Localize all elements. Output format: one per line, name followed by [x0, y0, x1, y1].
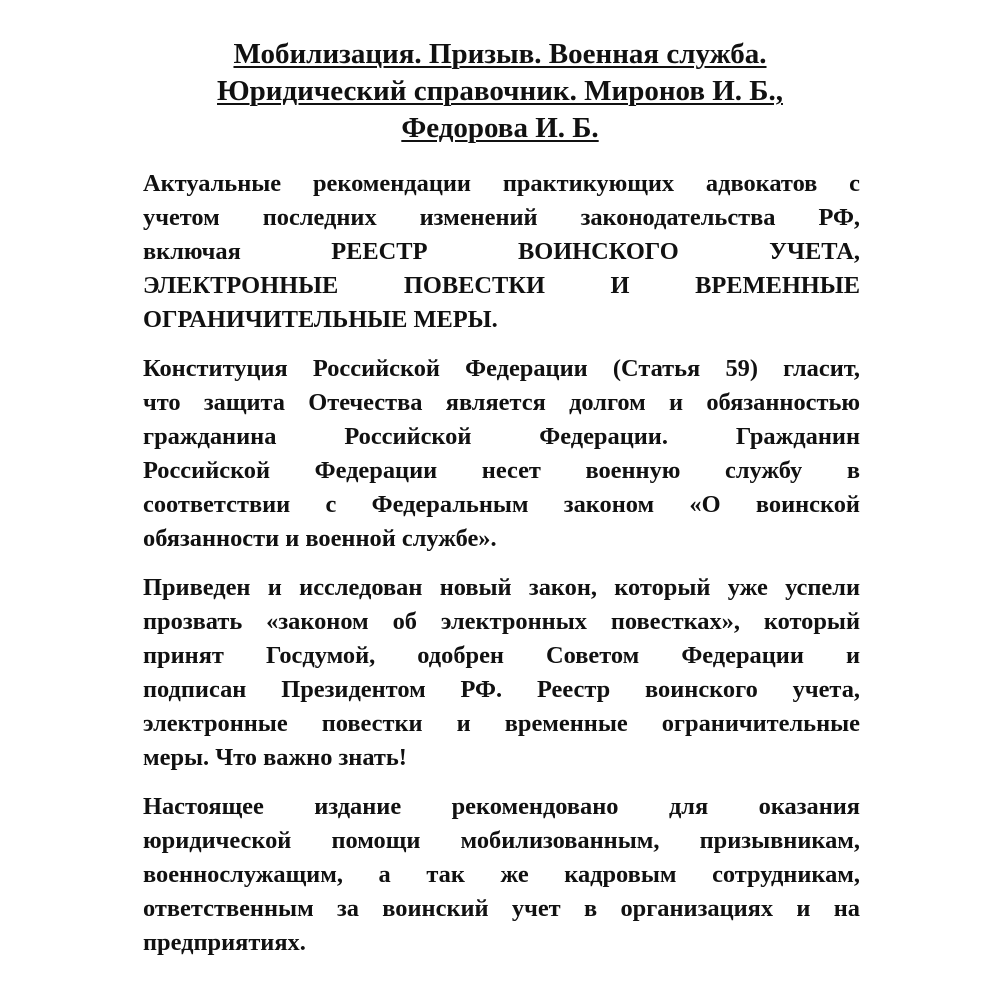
title-line: Федорова И. Б.: [401, 112, 599, 144]
text-line: прозвать «законом об электронных повестках», который: [143, 608, 860, 635]
text-line: Приведен и исследован новый закон, который уже успели: [143, 574, 860, 601]
text-line: ответственным за воинский учет в организациях и на: [143, 895, 860, 922]
text-line: включая РЕЕСТР ВОИНСКОГО УЧЕТА,: [143, 238, 860, 265]
text-line: предприятиях.: [143, 929, 306, 956]
text-line: гражданина Российской Федерации. Гражданин: [143, 423, 860, 450]
paragraph-audience: [143, 790, 860, 960]
text-line: Настоящее издание рекомендовано для оказания: [143, 793, 860, 820]
text-line: электронные повестки и временные ограничительные: [143, 710, 860, 737]
text-line: Актуальные рекомендации практикующих адвокатов с: [143, 170, 860, 197]
paragraph-new-law: [143, 571, 860, 775]
title-line: Юридический справочник. Миронов И. Б.,: [217, 75, 783, 107]
text-line: учетом последних изменений законодательства РФ,: [143, 204, 860, 231]
text-line: что защита Отечества является долгом и обязанностью: [143, 389, 860, 416]
text-line: обязанности и военной службе».: [143, 525, 497, 552]
text-line: Конституция Российской Федерации (Статья 59) гласит,: [143, 355, 860, 382]
document-title: [140, 36, 860, 147]
text-line: соответствии с Федеральным законом «О воинской: [143, 491, 860, 518]
title-line: Мобилизация. Призыв. Военная служба.: [233, 38, 767, 70]
text-line: ОГРАНИЧИТЕЛЬНЫЕ МЕРЫ.: [143, 306, 498, 333]
text-line: ЭЛЕКТРОННЫЕ ПОВЕСТКИ И ВРЕМЕННЫЕ: [143, 272, 860, 299]
paragraph-constitution: [143, 352, 860, 556]
paragraph-intro: [143, 167, 860, 337]
text-line: военнослужащим, а так же кадровым сотрудникам,: [143, 861, 860, 888]
text-line: принят Госдумой, одобрен Советом Федерации и: [143, 642, 860, 669]
text-line: меры. Что важно знать!: [143, 744, 407, 771]
text-line: Российской Федерации несет военную службу в: [143, 457, 860, 484]
text-line: юридической помощи мобилизованным, призывникам,: [143, 827, 860, 854]
text-line: подписан Президентом РФ. Реестр воинского учета,: [143, 676, 860, 703]
